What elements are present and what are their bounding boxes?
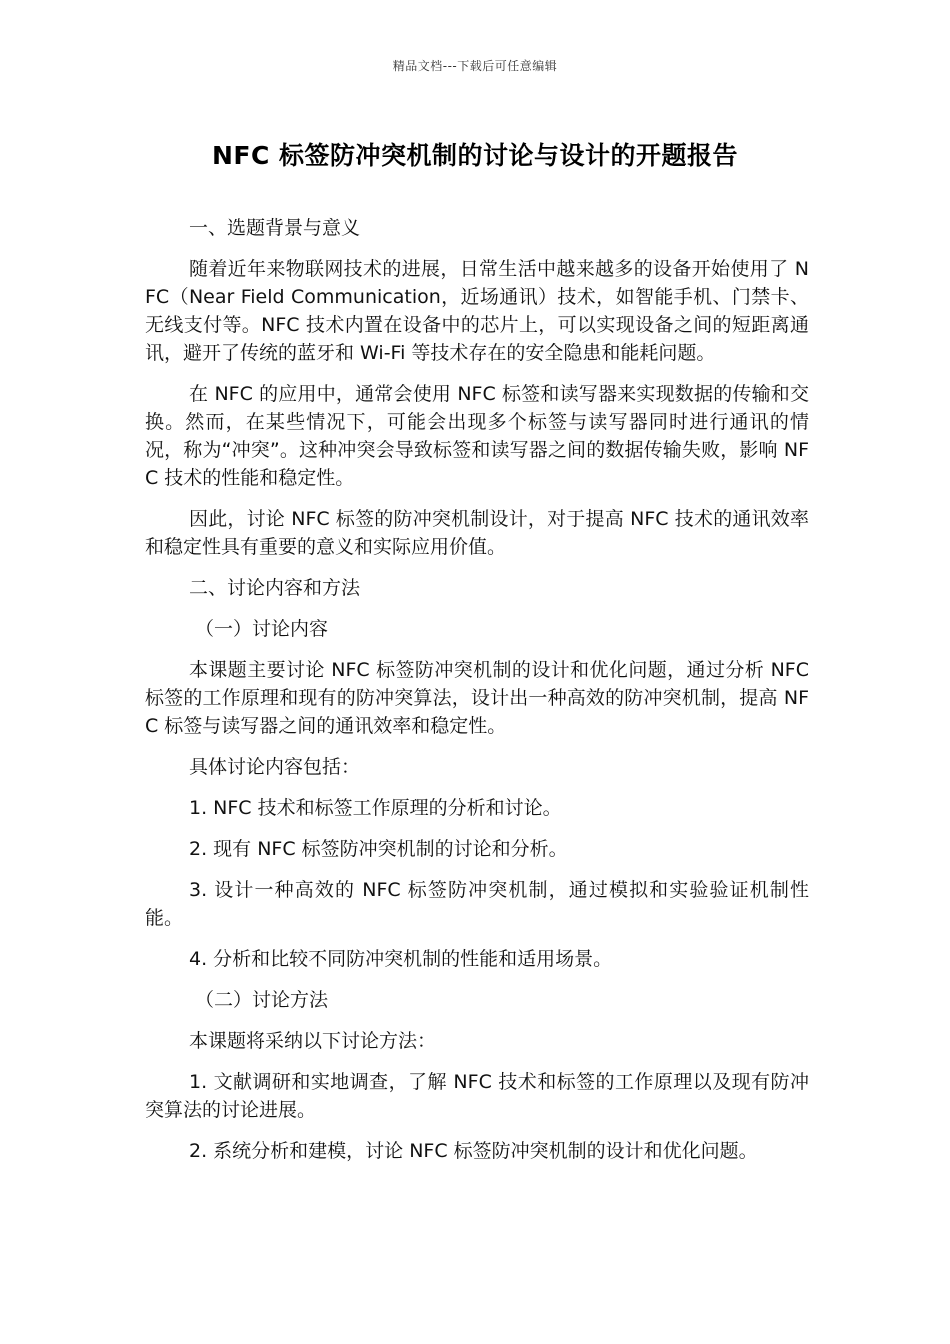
paragraph-content-intro: 具体讨论内容包括： xyxy=(189,756,361,778)
subsection-heading-method: （二）讨论方法 xyxy=(195,989,329,1011)
list-item-content-4: 4. 分析和比较不同防冲突机制的性能和适用场景。 xyxy=(189,948,613,970)
paragraph-research-content: 本课题主要讨论 NFC 标签防冲突机制的设计和优化问题，通过分析 NFC 标签的工作原理和现有的防冲突算法，设计出一种高效的防冲突机制，提高 NFC 标签与读写器之间的通讯效率和稳定性。 xyxy=(145,659,809,737)
list-item-method-2: 2. 系统分析和建模，讨论 NFC 标签防冲突机制的设计和优化问题。 xyxy=(189,1140,758,1162)
document-body xyxy=(145,214,809,1178)
section-heading-research: 二、讨论内容和方法 xyxy=(189,577,361,599)
paragraph-background-2: 在 NFC 的应用中，通常会使用 NFC 标签和读写器来实现数据的传输和交换。然而，在某些情况下，可能会出现多个标签与读写器同时进行通讯的情况，称为“冲突”。这种冲突会导致标签和读写器之间的数据传输失败，影响 NFC 技术的性能和稳定性。 xyxy=(145,383,809,489)
page-header: 精品文档---下载后可任意编辑 xyxy=(392,59,558,73)
list-item-content-3: 3. 设计一种高效的 NFC 标签防冲突机制，通过模拟和实验验证机制性能。 xyxy=(145,879,809,929)
paragraph-background-1: 随着近年来物联网技术的进展，日常生活中越来越多的设备开始使用了 NFC（Near Field Communication，近场通讯）技术，如智能手机、门禁卡、无线支付等。NFC 技术内置在设备中的芯片上，可以实现设备之间的短距离通讯，避开了传统的蓝牙和 Wi-Fi 等技术存在的安全隐患和能耗问题。 xyxy=(145,258,809,364)
list-item-method-1: 1. 文献调研和实地调查，了解 NFC 技术和标签的工作原理以及现有防冲突算法的讨论进展。 xyxy=(145,1071,809,1121)
list-item-content-1: 1. NFC 技术和标签工作原理的分析和讨论。 xyxy=(189,797,562,819)
subsection-heading-content: （一）讨论内容 xyxy=(195,618,329,640)
paragraph-method-intro: 本课题将采纳以下讨论方法： xyxy=(189,1030,437,1052)
list-item-content-2: 2. 现有 NFC 标签防冲突机制的讨论和分析。 xyxy=(189,838,568,860)
document-title: NFC 标签防冲突机制的讨论与设计的开题报告 xyxy=(211,141,739,170)
paragraph-background-3: 因此，讨论 NFC 标签的防冲突机制设计，对于提高 NFC 技术的通讯效率和稳定性具有重要的意义和实际应用价值。 xyxy=(145,508,809,558)
section-heading-background: 一、选题背景与意义 xyxy=(189,217,361,239)
